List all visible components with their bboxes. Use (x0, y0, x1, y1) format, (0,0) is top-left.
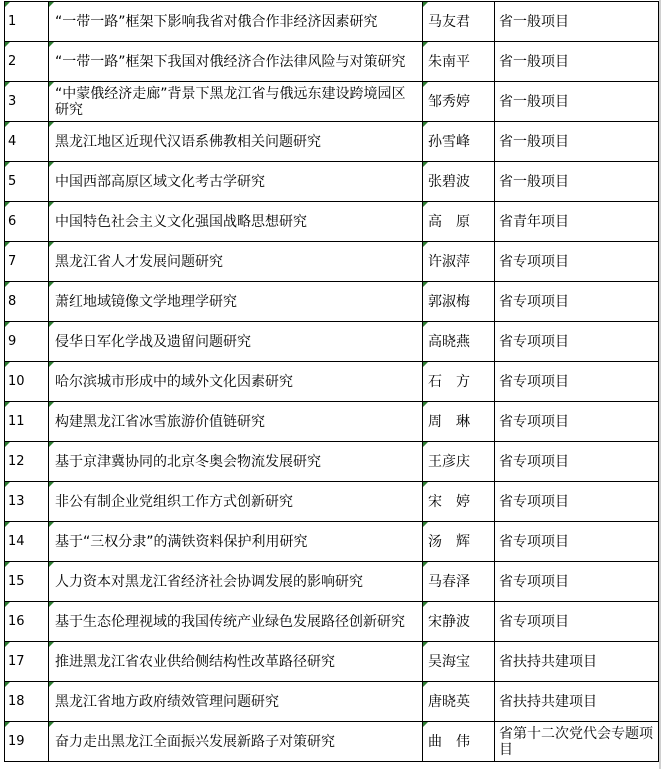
cell-category[interactable]: 省一般项目 (495, 162, 659, 202)
cell-number[interactable]: 9 (5, 322, 49, 362)
cell-project-title[interactable]: 黑龙江省人才发展问题研究 (49, 242, 423, 282)
cell-project-title[interactable]: 构建黑龙江省冰雪旅游价值链研究 (49, 402, 423, 442)
cell-author[interactable]: 高晓燕 (423, 322, 495, 362)
cell-author[interactable]: 曲 伟 (423, 722, 495, 762)
table-row (5, 82, 659, 122)
cell-project-title[interactable]: 基于京津冀协同的北京冬奥会物流发展研究 (49, 442, 423, 482)
cell-category[interactable]: 省一般项目 (495, 2, 659, 42)
cell-number[interactable]: 3 (5, 82, 49, 122)
cell-number[interactable]: 11 (5, 402, 49, 442)
cell-number[interactable]: 14 (5, 522, 49, 562)
cell-author[interactable]: 宋 婷 (423, 482, 495, 522)
cell-project-title[interactable]: “一带一路”框架下影响我省对俄合作非经济因素研究 (49, 2, 423, 42)
cell-category[interactable]: 省专项项目 (495, 482, 659, 522)
cell-project-title[interactable]: “中蒙俄经济走廊”背景下黑龙江省与俄远东建设跨境园区研究 (49, 82, 423, 122)
table-row (5, 122, 659, 162)
project-table-body (5, 2, 659, 762)
cell-category[interactable]: 省专项项目 (495, 602, 659, 642)
cell-number[interactable]: 18 (5, 682, 49, 722)
cell-number[interactable]: 5 (5, 162, 49, 202)
cell-project-title[interactable]: 基于“三权分隶”的满铁资料保护利用研究 (49, 522, 423, 562)
table-row (5, 322, 659, 362)
table-row (5, 42, 659, 82)
cell-author[interactable]: 唐晓英 (423, 682, 495, 722)
cell-number[interactable]: 15 (5, 562, 49, 602)
cell-author[interactable]: 吴海宝 (423, 642, 495, 682)
cell-number[interactable]: 6 (5, 202, 49, 242)
cell-author[interactable]: 许淑萍 (423, 242, 495, 282)
table-row (5, 722, 659, 762)
cell-category[interactable]: 省专项项目 (495, 442, 659, 482)
cell-author[interactable]: 宋静波 (423, 602, 495, 642)
cell-category[interactable]: 省扶持共建项目 (495, 642, 659, 682)
cell-project-title[interactable]: 中国特色社会主义文化强国战略思想研究 (49, 202, 423, 242)
cell-number[interactable]: 16 (5, 602, 49, 642)
table-row (5, 362, 659, 402)
table-row (5, 162, 659, 202)
cell-category[interactable]: 省专项项目 (495, 322, 659, 362)
table-row (5, 442, 659, 482)
table-row (5, 642, 659, 682)
cell-number[interactable]: 8 (5, 282, 49, 322)
cell-project-title[interactable]: “一带一路”框架下我国对俄经济合作法律风险与对策研究 (49, 42, 423, 82)
table-row (5, 282, 659, 322)
cell-project-title[interactable]: 人力资本对黑龙江省经济社会协调发展的影响研究 (49, 562, 423, 602)
cell-project-title[interactable]: 中国西部高原区域文化考古学研究 (49, 162, 423, 202)
table-row (5, 482, 659, 522)
cell-number[interactable]: 13 (5, 482, 49, 522)
table-row (5, 682, 659, 722)
cell-author[interactable]: 邹秀婷 (423, 82, 495, 122)
cell-category[interactable]: 省专项项目 (495, 242, 659, 282)
cell-category[interactable]: 省扶持共建项目 (495, 682, 659, 722)
cell-author[interactable]: 高 原 (423, 202, 495, 242)
cell-project-title[interactable]: 黑龙江地区近现代汉语系佛教相关问题研究 (49, 122, 423, 162)
cell-author[interactable]: 汤 辉 (423, 522, 495, 562)
cell-author[interactable]: 郭淑梅 (423, 282, 495, 322)
cell-author[interactable]: 张碧波 (423, 162, 495, 202)
cell-author[interactable]: 马友君 (423, 2, 495, 42)
cell-category[interactable]: 省专项项目 (495, 362, 659, 402)
cell-project-title[interactable]: 侵华日军化学战及遗留问题研究 (49, 322, 423, 362)
cell-category[interactable]: 省专项项目 (495, 562, 659, 602)
table-row (5, 402, 659, 442)
cell-category[interactable]: 省一般项目 (495, 42, 659, 82)
cell-project-title[interactable]: 奋力走出黑龙江全面振兴发展新路子对策研究 (49, 722, 423, 762)
table-row (5, 522, 659, 562)
cell-category[interactable]: 省一般项目 (495, 122, 659, 162)
cell-number[interactable]: 12 (5, 442, 49, 482)
table-row (5, 562, 659, 602)
table-row (5, 602, 659, 642)
cell-project-title[interactable]: 非公有制企业党组织工作方式创新研究 (49, 482, 423, 522)
cell-project-title[interactable]: 基于生态伦理视域的我国传统产业绿色发展路径创新研究 (49, 602, 423, 642)
cell-category[interactable]: 省一般项目 (495, 82, 659, 122)
cell-author[interactable]: 石 方 (423, 362, 495, 402)
table-row (5, 202, 659, 242)
project-table (4, 1, 659, 762)
cell-category[interactable]: 省专项项目 (495, 522, 659, 562)
cell-project-title[interactable]: 萧红地域镜像文学地理学研究 (49, 282, 423, 322)
cell-author[interactable]: 马春泽 (423, 562, 495, 602)
table-row (5, 242, 659, 282)
cell-number[interactable]: 17 (5, 642, 49, 682)
table-row (5, 2, 659, 42)
cell-project-title[interactable]: 推进黑龙江省农业供给侧结构性改革路径研究 (49, 642, 423, 682)
cell-category[interactable]: 省青年项目 (495, 202, 659, 242)
cell-number[interactable]: 1 (5, 2, 49, 42)
cell-project-title[interactable]: 黑龙江省地方政府绩效管理问题研究 (49, 682, 423, 722)
cell-number[interactable]: 7 (5, 242, 49, 282)
cell-author[interactable]: 朱南平 (423, 42, 495, 82)
cell-project-title[interactable]: 哈尔滨城市形成中的域外文化因素研究 (49, 362, 423, 402)
cell-author[interactable]: 周 琳 (423, 402, 495, 442)
cell-category[interactable]: 省专项项目 (495, 402, 659, 442)
cell-number[interactable]: 2 (5, 42, 49, 82)
cell-category[interactable]: 省专项项目 (495, 282, 659, 322)
cell-category[interactable]: 省第十二次党代会专题项目 (495, 722, 659, 762)
cell-number[interactable]: 10 (5, 362, 49, 402)
cell-author[interactable]: 王彦庆 (423, 442, 495, 482)
cell-number[interactable]: 19 (5, 722, 49, 762)
cell-author[interactable]: 孙雪峰 (423, 122, 495, 162)
cell-number[interactable]: 4 (5, 122, 49, 162)
